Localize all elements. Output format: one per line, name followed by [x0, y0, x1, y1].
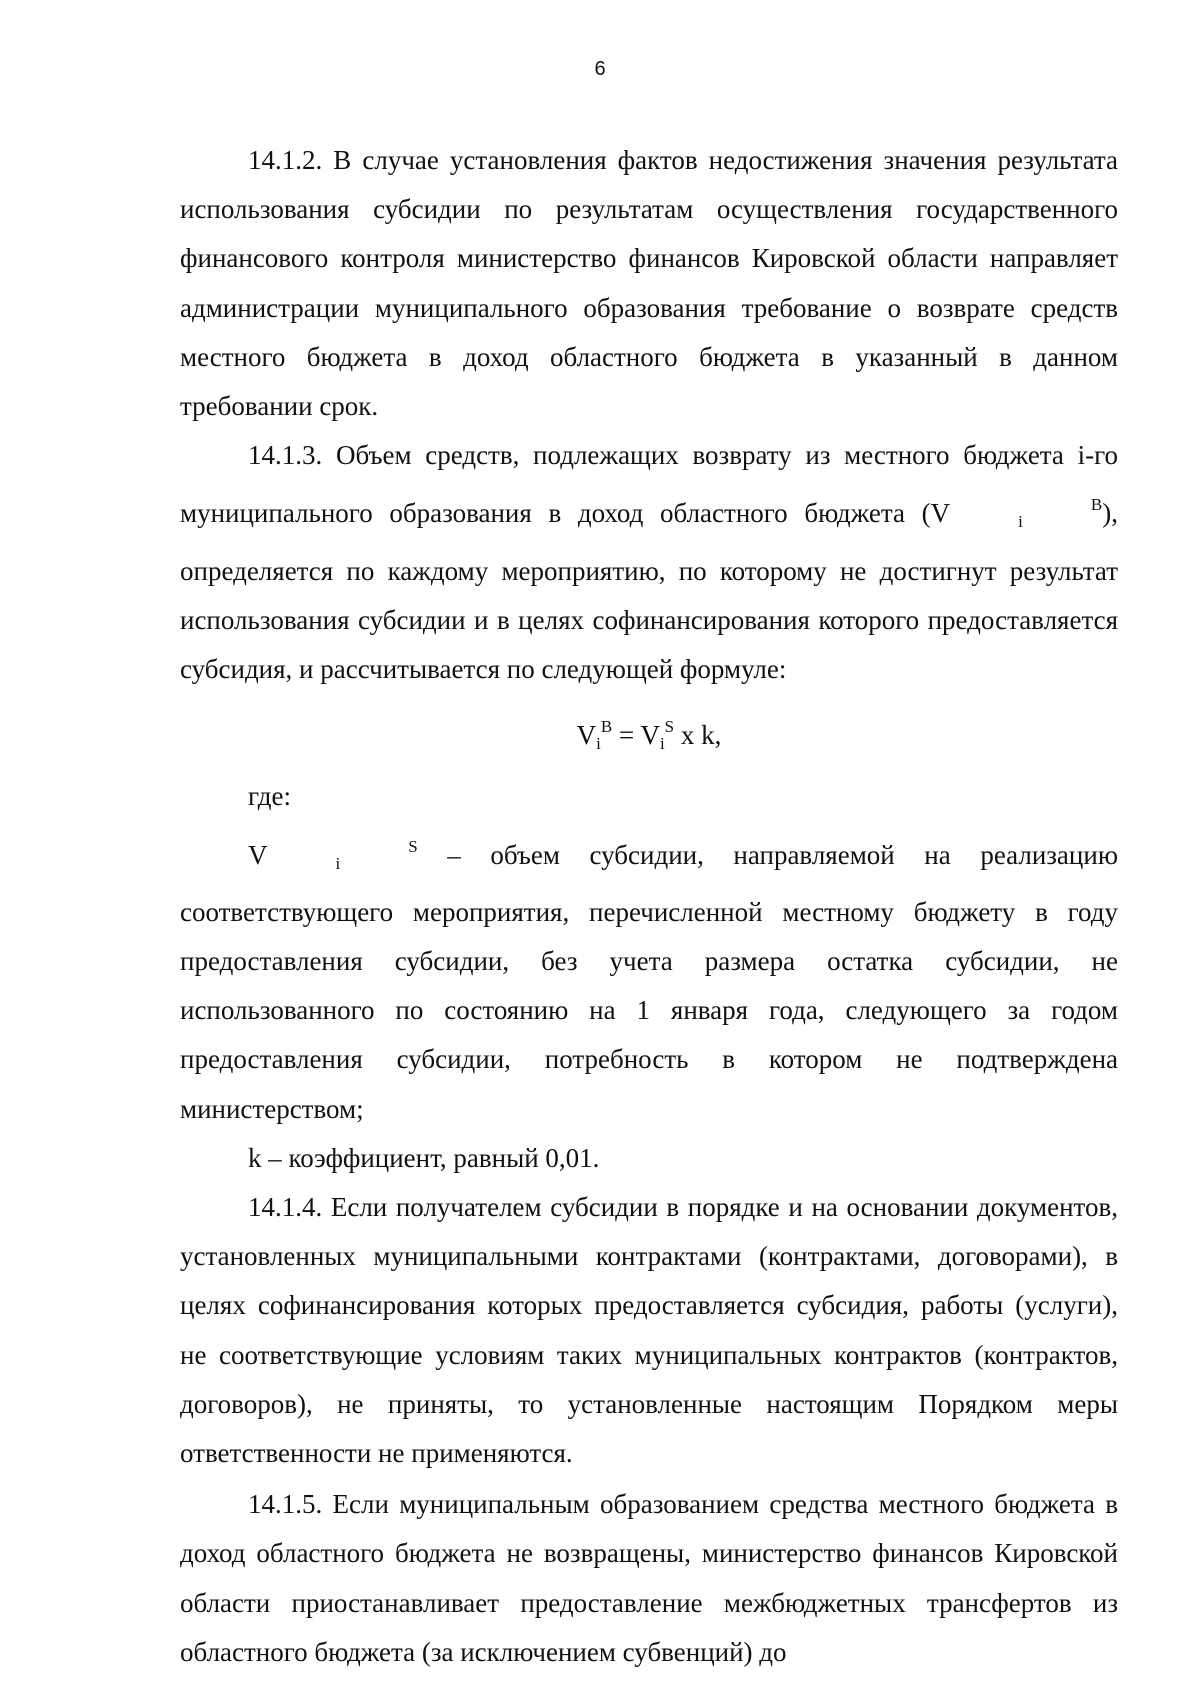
formula-lhs-sup: B: [600, 717, 613, 737]
where-label: где:: [248, 781, 291, 812]
formula-lhs-sub: i: [596, 734, 601, 754]
paragraph-14-1-5: 14.1.5. Если муниципальным образованием средства местного бюджета в доход областного бюджета не возвращены, министерство финансов Кировской области приостанавливает предоставление межбюджетных трансфертов из областного бюджета (за исключением субвенций) до: [180, 1489, 1118, 1667]
formula-lhs-base: V: [576, 720, 597, 751]
definition-vis-sub: i: [335, 853, 341, 873]
paragraph-14-1-3: [180, 431, 1118, 694]
formula: [180, 694, 1118, 772]
variable-subscript: i: [1018, 512, 1023, 532]
definition-k: k – коэффициент, равный 0,01.: [248, 1142, 600, 1173]
paragraph-14-1-3-start: 14.1.3. Объем средств, подлежащих возврату из местного бюджета i-го муниципального образования в доход областного бюджета (V: [180, 440, 1118, 529]
page-number: 6: [594, 58, 606, 80]
definition-vis-text: – объем субсидии, направляемой на реализацию соответствующего мероприятия, перечисленной местному бюджету в году предоставления субсидии, без учета размера остатка субсидии, не использованного по состоянию на 1 января года, следующего за годом предоставления субсидии, потребность в котором не подтверждена министерством;: [180, 839, 1118, 1124]
formula-rhs-sub: i: [659, 734, 665, 754]
paragraph-14-1-2: 14.1.2. В случае установления фактов недостижения значения результата использования субсидии по результатам осуществления государственного финансового контроля министерство финансов Кировской области направляет администрации муниципального образования требование о возврате средств местного бюджета в доход областного бюджета в указанный в данном требовании срок.: [180, 145, 1118, 422]
formula-rhs-base: V: [640, 720, 660, 751]
definition-vis: [180, 822, 1118, 1134]
paragraph-14-1-4: 14.1.4. Если получателем субсидии в порядке и на основании документов, установленных муниципальными контрактами (контрактами, договорами), в целях софинансирования которых предоставляется субсидия, работы (услуги), не соответствующие условиям таких муниципальных контрактов (контрактов, договоров), не приняты, то установленные настоящим Порядком меры ответственности не применяются.: [180, 1192, 1118, 1469]
paragraph-14-1-3-end: ), определяется по каждому мероприятию, по которому не достигнут результат использования субсидии и в целях софинансирования которого предоставляется субсидия, и рассчитывается по следующей формуле:: [180, 498, 1118, 685]
definition-vis-sup: S: [408, 836, 418, 856]
formula-rhs-tail: x k,: [674, 720, 722, 751]
formula-equals: =: [612, 720, 641, 751]
document-body: [180, 136, 1118, 1677]
variable-superscript: B: [1090, 495, 1103, 515]
formula-rhs-sup: S: [664, 717, 675, 737]
definition-vis-base: V: [248, 839, 268, 870]
